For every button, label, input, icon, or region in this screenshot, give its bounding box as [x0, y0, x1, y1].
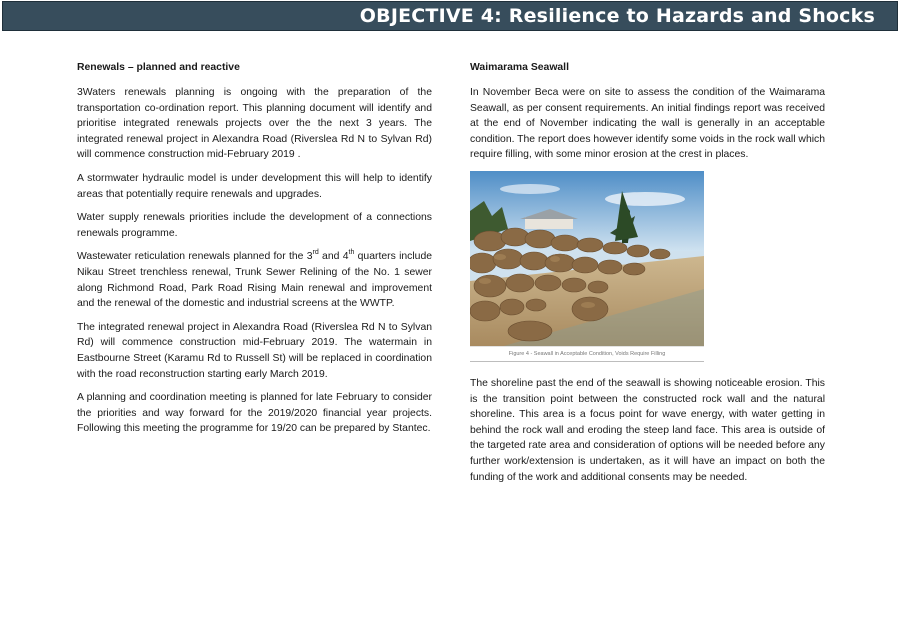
renewals-paragraph-5: The integrated renewal project in Alexandra Road (Riverslea Rd N to Sylvan Rd) will commence construction mid-February 2019. The watermain in Eastbourne Street (Karamu Rd to Russell St) will be replaced in coordination with the road reconstruction starting early March 2019.: [77, 321, 432, 380]
seawall-paragraph-2: The shoreline past the end of the seawall is showing noticeable erosion. This is the transition point between the constructed rock wall and the natural shoreline. This area is a focus point for wave energy, with water getting in behind the rock wall and eroding the steep land face. This area is outside of the targeted rate area and consideration of options will be needed before any further work/extension is undertaken, as it will have an impact on both the funding of the work and additional consents may be needed.: [470, 377, 825, 483]
right-column: [470, 60, 825, 493]
renewals-heading: Renewals – planned and reactive: [77, 62, 240, 73]
renewals-paragraph-4: [77, 249, 432, 311]
renewals-paragraph-3: Water supply renewals priorities include the development of a connections renewals programme.: [77, 212, 432, 239]
renewals-paragraph-1: 3Waters renewals planning is ongoing with the preparation of the transportation co-ordination report. This planning document will identify and prioritise integrated renewals projects over the the next 3 years. The integrated renewal project in Alexandra Road (Riverslea Rd N to Sylvan Rd) will commence construction mid-February 2019 .: [77, 87, 432, 161]
left-column: [77, 60, 432, 445]
header-banner: [2, 1, 898, 31]
seawall-photo-illustration: [470, 171, 704, 361]
para4-text-a: Wastewater reticulation renewals planned for the 3: [77, 251, 313, 263]
para4-text-b: and 4: [318, 251, 349, 263]
renewals-paragraph-2: A stormwater hydraulic model is under development this will help to identify areas that potentially require renewals and upgrades.: [77, 172, 432, 200]
seawall-paragraph-1: In November Beca were on site to assess the condition of the Waimarama Seawall, as per consent requirements. An initial findings report was received at the end of November indicating the wall is generally in an acceptable condition. The report does however identify some voids in the rock wall which require filling, with some minor erosion at the crest in places.: [470, 87, 826, 161]
renewals-paragraph-6: A planning and coordination meeting is planned for late February to consider the priorities and way forward for the 2019/2020 financial year projects. Following this meeting the programme for 19/20 can be prepared by Stantec.: [77, 392, 432, 435]
para4-sup-th: th: [348, 248, 355, 256]
page-title: OBJECTIVE 4: Resilience to Hazards and Shocks: [359, 5, 875, 27]
para4-text-c: quarters include Nikau Street trenchless renewal, Trunk Sewer Relining of the No. 1 sewer along Richmond Road, Park Road Rising Main renewal and improvement and the renewal of the domestic and industrial screens at the WWTP.: [77, 251, 433, 310]
figure-caption: Figure 4 - Seawall in Acceptable Condition, Voids Require Filling: [470, 346, 704, 361]
seawall-heading: Waimarama Seawall: [470, 62, 569, 73]
seawall-photo: [470, 171, 704, 362]
para4-sup-rd: rd: [312, 248, 319, 256]
